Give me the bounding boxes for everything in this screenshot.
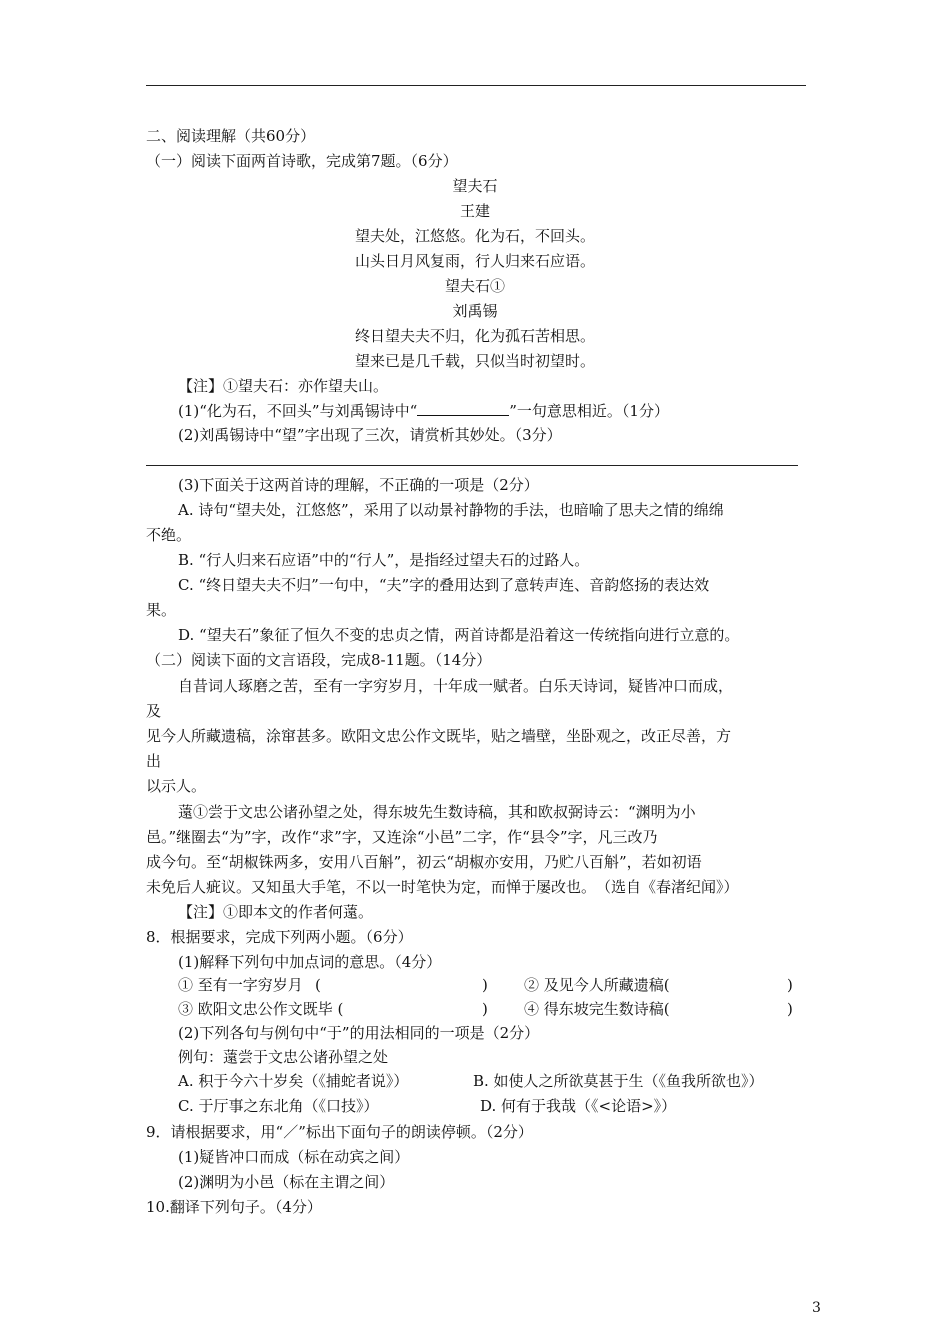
question-7-1-suffix: ”一句意思相近。（1分） <box>509 402 669 420</box>
passage-note: 【注】①即本文的作者何薳。 <box>178 903 374 921</box>
poem-note: 【注】①望夫石：亦作望夫山。 <box>178 377 389 395</box>
q8-item-1-open-paren[interactable]: ( <box>315 976 321 994</box>
choice-b[interactable]: B. 如使人之所欲莫甚于生（《鱼我所欲也》） <box>473 1072 764 1090</box>
option-a-line-2: 不绝。 <box>146 526 192 544</box>
q8-item-1-text: ① 至有一字穷岁月 <box>178 976 303 994</box>
q8-item-4-close-paren[interactable]: ) <box>787 1000 793 1018</box>
choice-d[interactable]: D. 何有于我哉（《<论语>》） <box>480 1097 677 1115</box>
question-9-2: (2)渊明为小邑（标在主谓之间） <box>178 1173 395 1191</box>
passage-p2-line-2: 邑。”继圈去“为”字，改作“求”字，又连涂“小邑”二字，作“县令”字，凡三改乃 <box>146 828 658 846</box>
poem2-line-1: 终日望夫夫不归，化为孤石苦相思。 <box>354 327 595 345</box>
poem1-line-2: 山头日月风复雨，行人归来石应语。 <box>354 252 595 270</box>
passage-p1-line-1: 自昔词人琢磨之苦，至有一字穷岁月，十年成一赋者。白乐天诗词，疑皆冲口而成， <box>178 677 734 695</box>
question-7-3: (3)下面关于这两首诗的理解，不正确的一项是（2分） <box>178 476 539 494</box>
page-number: 3 <box>812 1300 821 1316</box>
poem1-author: 王建 <box>459 202 490 220</box>
option-d: D. “望夫石”象征了恒久不变的忠贞之情，两首诗都是沿着这一传统指向进行立意的。 <box>178 626 740 644</box>
question-7-2: (2)刘禹锡诗中“望”字出现了三次，请赏析其妙处。（3分） <box>178 426 562 444</box>
question-7-1-prefix: (1)“化为石，不回头”与刘禹锡诗中“ <box>178 402 418 420</box>
passage-p1-line-4: 出 <box>146 752 162 770</box>
question-9-1: (1)疑皆冲口而成（标在动宾之间） <box>178 1148 410 1166</box>
poem2-author: 刘禹锡 <box>452 302 498 320</box>
question-9: 9．请根据要求，用“／”标出下面句子的朗读停顿。（2分） <box>146 1123 533 1141</box>
question-8: 8．根据要求，完成下列两小题。（6分） <box>146 928 413 946</box>
question-10: 10.翻译下列句子。（4分） <box>146 1198 322 1216</box>
passage-p2-line-1: 薳①尝于文忠公诸孙望之处，得东坡先生数诗稿，其和欧叔弼诗云：“渊明为小 <box>178 803 696 821</box>
part1-instruction: （一）阅读下面两首诗歌，完成第7题。（6分） <box>146 152 458 170</box>
answer-blank[interactable] <box>417 400 509 416</box>
top-rule <box>146 85 806 86</box>
poem2-title: 望夫石① <box>444 277 505 295</box>
q8-item-2-close-paren[interactable]: ) <box>787 976 793 994</box>
passage-p1-line-5: 以示人。 <box>146 777 207 795</box>
question-8-1: (1)解释下列句中加点词的意思。（4分） <box>178 953 442 971</box>
section-title: 二、阅读理解（共60分） <box>146 127 316 145</box>
question-7-1 <box>178 400 669 420</box>
q8-item-1-close-paren[interactable]: ) <box>482 976 488 994</box>
q8-item-3[interactable]: ③ 欧阳文忠公作文既毕 ( <box>178 1000 344 1018</box>
option-c-line-1: C. “终日望夫夫不归”一句中，“夫”字的叠用达到了意转声连、音韵悠扬的表达效 <box>178 576 710 594</box>
option-b: B. “行人归来石应语”中的“行人”，是指经过望夫石的过路人。 <box>178 551 590 569</box>
passage-p2-line-3: 成今句。至“胡椒铢两多，安用八百斛”，初云“胡椒亦安用，乃贮八百斛”，若如初语 <box>146 853 702 871</box>
option-c-line-2: 果。 <box>146 601 177 619</box>
choice-c[interactable]: C. 于厅事之东北角（《口技》） <box>178 1097 379 1115</box>
passage-p2-line-4: 未免后人疵议。又知虽大手笔，不以一时笔快为定，而惮于屡改也。 （选自《春渚纪闻》） <box>146 878 739 896</box>
q8-item-2[interactable]: ② 及见今人所藏遗稿( <box>524 976 670 994</box>
poem1-title: 望夫石 <box>452 177 498 195</box>
q8-item-4[interactable]: ④ 得东坡完生数诗稿( <box>524 1000 670 1018</box>
passage-p1-line-3: 见今人所藏遗稿，涂窜甚多。欧阳文忠公作文既毕，贴之墙壁，坐卧观之，改正尽善，方 <box>146 727 732 745</box>
option-a-line-1: A. 诗句“望夫处，江悠悠”，采用了以动景衬静物的手法，也暗喻了思夫之情的绵绵 <box>178 501 724 519</box>
poem2-line-2: 望来已是几千载，只似当时初望时。 <box>354 352 595 370</box>
poem1-line-1: 望夫处，江悠悠。化为石，不回头。 <box>354 227 595 245</box>
question-8-2: (2)下列各句与例句中“于”的用法相同的一项是（2分） <box>178 1024 540 1042</box>
q8-item-1 <box>178 975 303 995</box>
part2-instruction: （二）阅读下面的文言语段，完成8-11题。（14分） <box>146 651 492 669</box>
example-sentence: 例句：薳尝于文忠公诸孙望之处 <box>178 1048 389 1066</box>
q8-item-3-close-paren[interactable]: ) <box>482 1000 488 1018</box>
passage-p1-line-2: 及 <box>146 702 162 720</box>
choice-a[interactable]: A. 积于今六十岁矣（《捕蛇者说》） <box>178 1072 409 1090</box>
answer-line[interactable] <box>146 465 798 466</box>
